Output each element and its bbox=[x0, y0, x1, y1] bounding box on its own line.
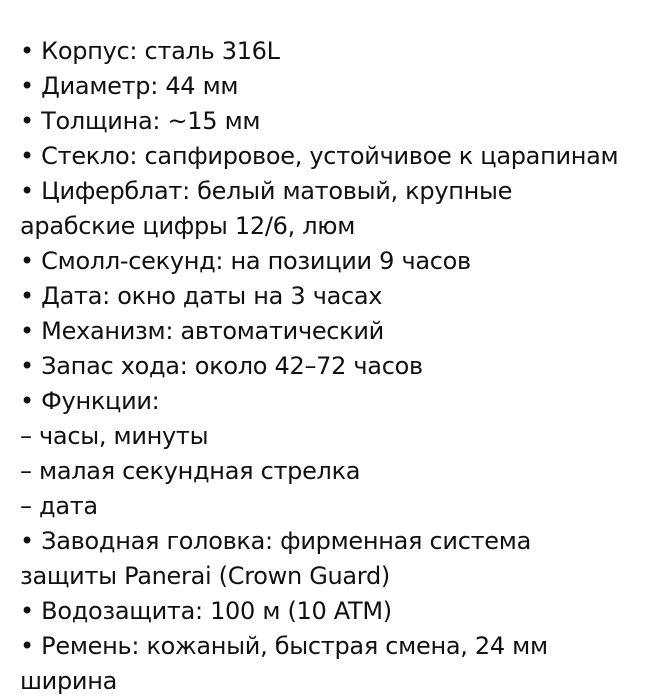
spec-line: • Корпус: сталь 316L bbox=[20, 37, 280, 65]
spec-line: • Заводная головка: фирменная система bbox=[20, 527, 531, 555]
spec-line: арабские цифры 12/6, люм bbox=[20, 212, 355, 240]
spec-line: • Стекло: сапфировое, устойчивое к царапинам bbox=[20, 142, 619, 170]
spec-line: защиты Panerai (Crown Guard) bbox=[20, 562, 390, 590]
spec-line: • Толщина: ~15 мм bbox=[20, 107, 261, 135]
spec-line: – дата bbox=[20, 492, 98, 520]
watch-spec-document bbox=[20, 34, 650, 699]
spec-line: • Функции: bbox=[20, 387, 160, 415]
spec-line: • Ремень: кожаный, быстрая смена, 24 мм bbox=[20, 632, 548, 660]
spec-line: • Водозащита: 100 м (10 ATM) bbox=[20, 597, 392, 625]
spec-line: – часы, минуты bbox=[20, 422, 209, 450]
spec-line: ширина bbox=[20, 667, 117, 695]
spec-line: • Циферблат: белый матовый, крупные bbox=[20, 177, 513, 205]
spec-line: • Запас хода: около 42–72 часов bbox=[20, 352, 423, 380]
spec-line: – малая секундная стрелка bbox=[20, 457, 361, 485]
spec-line: • Смолл-секунд: на позиции 9 часов bbox=[20, 247, 471, 275]
spec-line: • Дата: окно даты на 3 часах bbox=[20, 282, 383, 310]
spec-line: • Диаметр: 44 мм bbox=[20, 72, 239, 100]
spec-line: • Механизм: автоматический bbox=[20, 317, 384, 345]
